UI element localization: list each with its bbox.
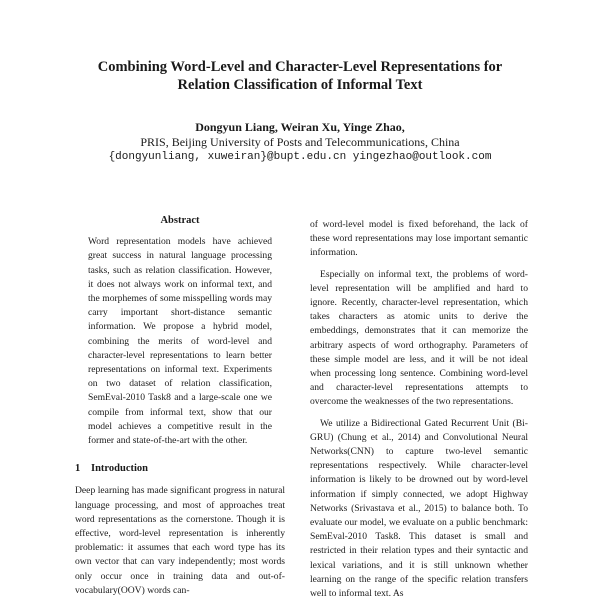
affiliation: PRIS, Beijing University of Posts and Telecommunications, China [140,135,460,149]
right-paragraph-1: of word-level model is fixed beforehand, the lack of these word representations may lose important semantic information. [310,219,528,259]
author-emails: {dongyunliang, xuweiran}@bupt.edu.cn yingezhao@outlook.com [108,151,492,163]
authors: Dongyun Liang, Weiran Xu, Yinge Zhao, [195,120,405,134]
right-paragraph-3: We utilize a Bidirectional Gated Recurrent Unit (Bi-GRU) (Chung et al., 2014) and Convolutional Neural Networks(CNN) to capture two-level semantic representations respectively. While character-level information is likely to be drowned out by word-level information if simply connected, we adopt Highway Networks (Srivastava et al., 2015) to balance both. To evaluate our model, we evaluate on a public benchmark: SemEval-2010 Task8. This dataset is small and restricted in their relation types and their syntactic and lexical variations, and it is still unknown whether learning on the range of the specific relation transfers well to informal text. As [310,417,528,600]
right-column [310,218,528,608]
section-title: Introduction [91,463,148,475]
section-heading-introduction [75,462,285,476]
section-number: 1 [75,463,81,475]
introduction-paragraph-1: Deep learning has made significant progress in natural language processing, and most of approaches treat word representations as the cornerstone. Though it is effective, word-level representation is inherently problematic: it assumes that each word type has its own vector that can vary independently; most words only occur once in training data and out-of-vocabulary(OOV) words can- [75,485,285,596]
title-line-1: Combining Word-Level and Character-Level Representations for [97,59,503,75]
title-line-2: Relation Classification of Informal Text [177,77,423,93]
left-column [75,214,285,605]
paper-title [60,58,540,94]
right-paragraph-2: Especially on informal text, the problems of word-level representation will be amplified and hard to ignore. Recently, character-level representation, which takes characters as atomic units to derive the embeddings, demonstrates that it can memorize the arbitrary aspects of word orthography. Parameters of these simple model are less, and it will be not ideal when processing long sentence. Combining word-level and character-level representations attempts to overcome the weaknesses of the two representations. [310,268,528,408]
abstract-body: Word representation models have achieved great success in natural language processing tasks, such as relation classification. However, it does not always work on informal text, and the morphemes of some misspelling words may carry important short-distance semantic information. We propose a hybrid model, combining the merits of word-level and character-level representations to learn better representations on informal text. Experiments on two dataset of relation classification, SemEval-2010 Task8 and a large-scale one we compile from informal text, show that our model achieves a competitive result in the former and state-of-the-art with the other. [88,236,272,447]
abstract-heading: Abstract [160,215,200,226]
